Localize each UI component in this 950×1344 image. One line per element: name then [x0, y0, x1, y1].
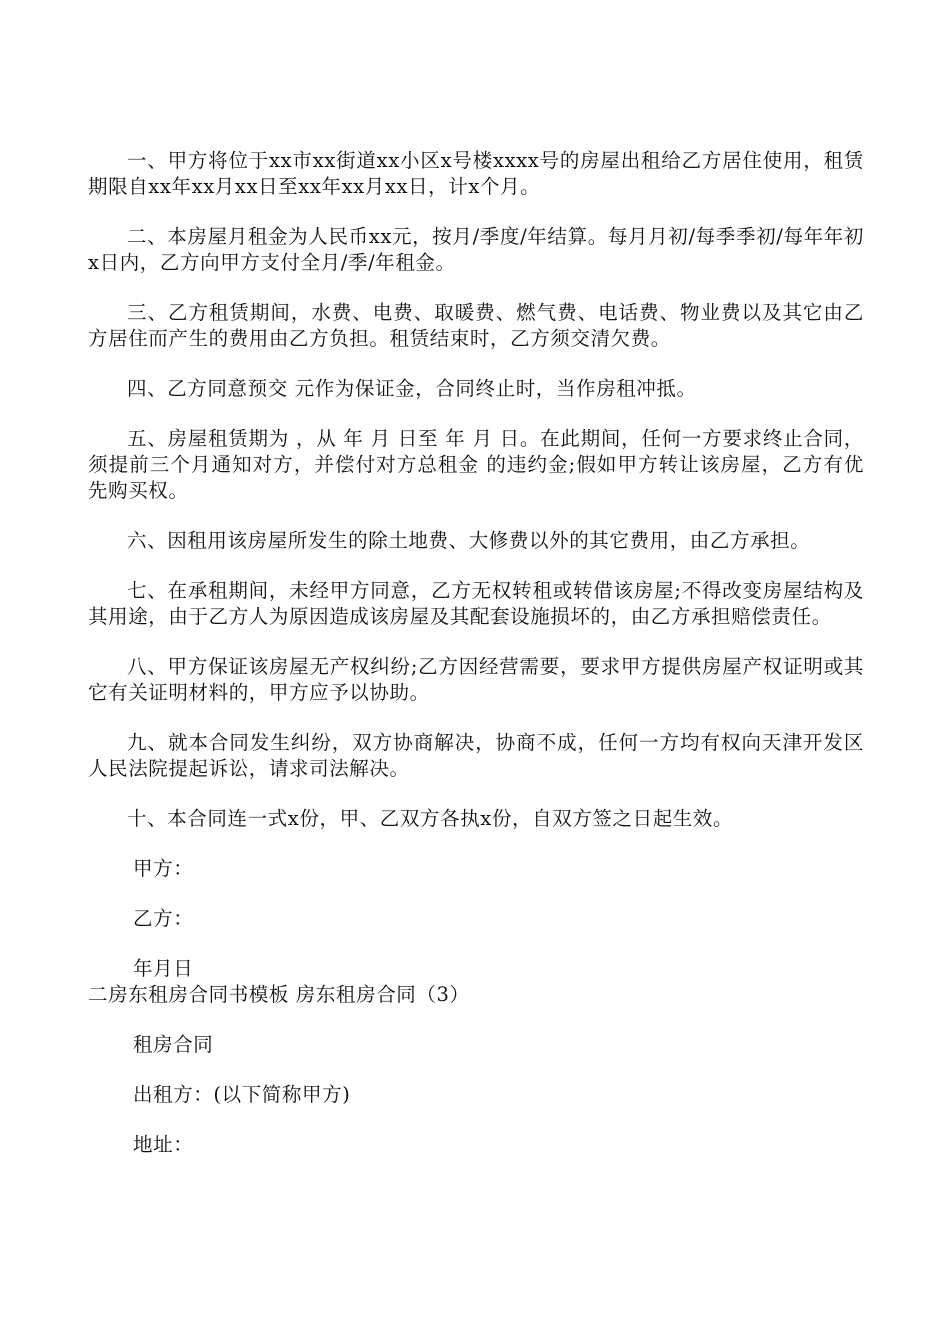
party-b-signature: 乙方：: [133, 907, 194, 930]
clause-4: 四、乙方同意预交 元作为保证金，合同终止时，当作房租冲抵。: [127, 377, 697, 400]
section-title: 二房东租房合同书模板 房东租房合同（3）: [88, 983, 470, 1006]
address-line: 地址：: [133, 1133, 194, 1156]
clause-1: 一、甲方将位于xx市xx街道xx小区x号楼xxxx号的房屋出租给乙方居住使用，租赁期限自xx年xx月xx日至xx年xx月xx日，计x个月。: [88, 149, 864, 198]
clause-6: 六、因租用该房屋所发生的除土地费、大修费以外的其它费用，由乙方承担。: [127, 529, 811, 552]
clause-2: 二、本房屋月租金为人民币xx元，按月/季度/年结算。每月月初/每季季初/每年年初x日内，乙方向甲方支付全月/季/年租金。: [88, 225, 864, 274]
clause-8: 八、甲方保证该房屋无产权纠纷;乙方因经营需要，要求甲方提供房屋产权证明或其它有关证明材料的，甲方应予以协助。: [88, 655, 864, 704]
clause-7: 七、在承租期间，未经甲方同意，乙方无权转租或转借该房屋;不得改变房屋结构及其用途，由于乙方人为原因造成该房屋及其配套设施损坏的，由乙方承担赔偿责任。: [88, 579, 864, 628]
clause-9: 九、就本合同发生纠纷，双方协商解决，协商不成，任何一方均有权向天津开发区人民法院提起诉讼，请求司法解决。: [88, 731, 864, 780]
lessor-line: 出租方：(以下简称甲方): [133, 1083, 351, 1106]
clause-3: 三、乙方租赁期间，水费、电费、取暖费、燃气费、电话费、物业费以及其它由乙方居住而产生的费用由乙方负担。租赁结束时，乙方须交清欠费。: [88, 301, 864, 350]
clause-10: 十、本合同连一式x份，甲、乙双方各执x份，自双方签之日起生效。: [127, 807, 734, 830]
party-a-signature: 甲方：: [133, 857, 194, 880]
clause-5: 五、房屋租赁期为 ，从 年 月 日至 年 月 日。在此期间，任何一方要求终止合同，须提前三个月通知对方，并偿付对方总租金 的违约金;假如甲方转让该房屋，乙方有优先购买权。: [88, 427, 864, 502]
signature-date: 年月日: [133, 957, 194, 980]
document-page: [88, 148, 864, 1158]
contract-title: 租房合同: [133, 1033, 214, 1056]
